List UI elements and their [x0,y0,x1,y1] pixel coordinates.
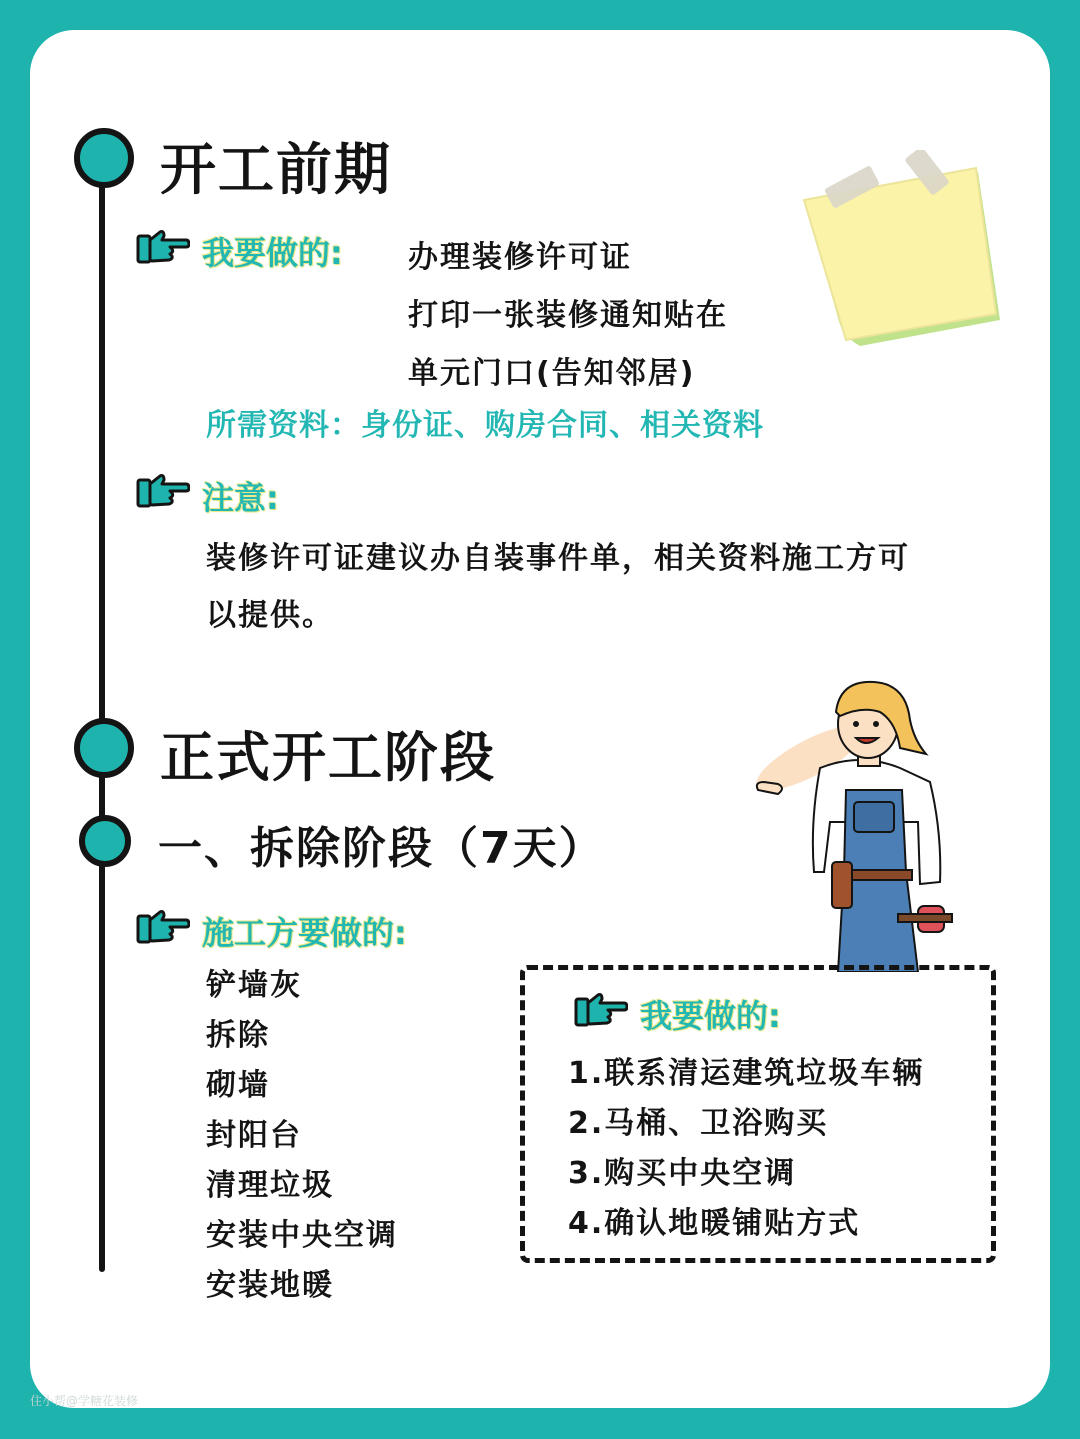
section-title-pre-start: 开工前期 [160,138,392,203]
list-item: 封阳台 [206,1118,302,1153]
list-item: 2.马桶、卫浴购买 [568,1106,829,1141]
worker-illustration [750,672,970,972]
todo-label: 我要做的: [202,234,343,272]
required-materials: 所需资料：身份证、购房合同、相关资料 [206,408,764,443]
note-label: 注意: [202,479,279,517]
timeline-line [99,160,105,1272]
todo-line: 打印一张装修通知贴在 [408,298,728,333]
my-task-list [568,1052,924,1252]
note-line: 以提供。 [206,598,334,633]
section-title-formal-start: 正式开工阶段 [160,726,496,789]
pointing-hand-icon [136,470,190,510]
todo-line: 办理装修许可证 [408,240,632,275]
watermark: 住小帮@学糖花装修 [30,1394,139,1408]
my-tasks-label: 我要做的: [640,997,781,1035]
timeline-dot-pre-start [74,128,134,188]
pointing-hand-icon [136,226,190,266]
timeline-dot-formal-start [74,718,134,778]
pointing-hand-icon [136,906,190,946]
pointing-hand-icon [574,989,628,1029]
list-item: 砌墙 [206,1068,270,1103]
todo-line: 单元门口(告知邻居) [408,356,696,391]
contractor-task-list [206,966,398,1316]
list-item: 1.联系清运建筑垃圾车辆 [568,1056,925,1091]
contractor-label: 施工方要做的: [202,914,407,952]
timeline-dot-demolition [79,815,131,867]
note-line: 装修许可证建议办自装事件单，相关资料施工方可 [206,541,910,576]
sticky-note-illustration [800,150,1010,350]
subsection-title-demolition: 一、拆除阶段（7天） [158,823,605,874]
list-item: 4.确认地暖铺贴方式 [568,1206,861,1241]
list-item: 铲墙灰 [206,968,302,1003]
list-item: 安装中央空调 [206,1218,398,1253]
list-item: 清理垃圾 [206,1168,334,1203]
list-item: 3.购买中央空调 [568,1156,797,1191]
list-item: 拆除 [206,1018,270,1053]
list-item: 安装地暖 [206,1268,334,1303]
